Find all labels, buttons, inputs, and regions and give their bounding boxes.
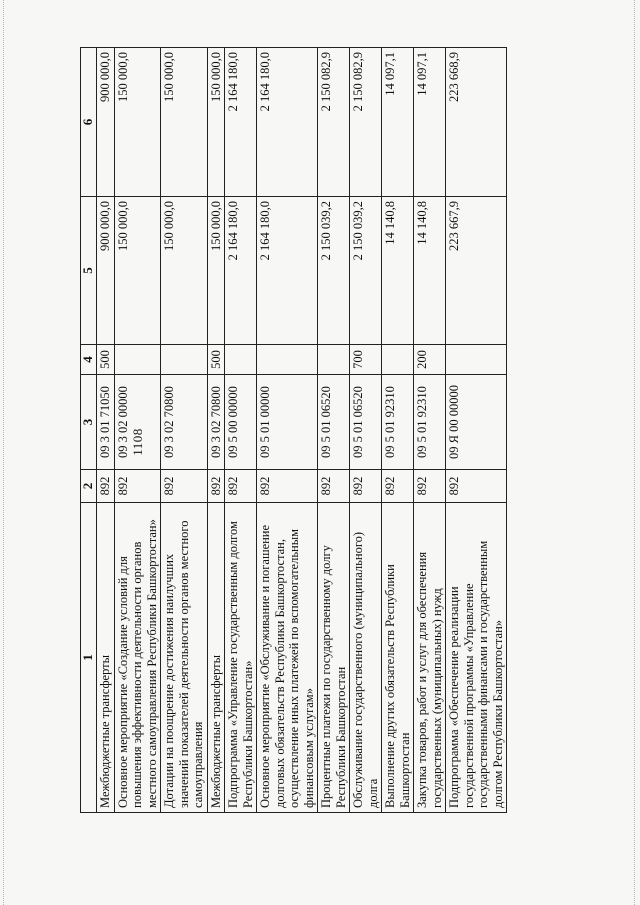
csr-cell: 09 5 01 92310 bbox=[414, 375, 446, 470]
table-row bbox=[382, 48, 414, 813]
table-row bbox=[97, 48, 115, 813]
csr-cell: 09 5 01 00000 bbox=[257, 375, 318, 470]
row-name-cell: Подпрограмма «Обеспечение реализации государственной программы «Управление государственными финансами и государственным долгом Республики Башкортостан» bbox=[446, 503, 507, 813]
column-header: 1 bbox=[81, 503, 97, 813]
ved-cell: 892 bbox=[318, 470, 350, 503]
rotated-page-content bbox=[80, 48, 535, 813]
column-header: 5 bbox=[81, 197, 97, 345]
vr-cell bbox=[318, 345, 350, 375]
vr-cell bbox=[225, 345, 257, 375]
ved-cell: 892 bbox=[257, 470, 318, 503]
sum-year1-cell: 2 150 039,2 bbox=[318, 197, 350, 345]
csr-cell: 09 3 02 00000 bbox=[114, 375, 161, 470]
row-name-cell: Основное мероприятие «Обслуживание и погашение долговых обязательств Республики Башкортостан, осуществление иных платежей по вспомогательным финансовым услугам» bbox=[257, 503, 318, 813]
ved-cell: 892 bbox=[114, 470, 161, 503]
column-header: 2 bbox=[81, 470, 97, 503]
csr-cell: 09 Я 00 00000 bbox=[446, 375, 507, 470]
sum-year1-cell: 150 000,0 bbox=[207, 197, 225, 345]
csr-cell: 09 5 01 06520 bbox=[318, 375, 350, 470]
sum-year1-cell: 2 164 180,0 bbox=[225, 197, 257, 345]
budget-table bbox=[80, 47, 507, 813]
page-number: 1108 bbox=[130, 428, 145, 456]
sum-year2-cell: 223 668,9 bbox=[446, 48, 507, 197]
ved-cell: 892 bbox=[446, 470, 507, 503]
row-name-cell: Дотации на поощрение достижения наилучших значений показателей деятельности органов местного самоуправления bbox=[161, 503, 208, 813]
ved-cell: 892 bbox=[350, 470, 382, 503]
ved-cell: 892 bbox=[382, 470, 414, 503]
table-row bbox=[207, 48, 225, 813]
ved-cell: 892 bbox=[414, 470, 446, 503]
sum-year2-cell: 2 150 082,9 bbox=[318, 48, 350, 197]
sum-year2-cell: 900 000,0 bbox=[97, 48, 115, 197]
table-row bbox=[257, 48, 318, 813]
sum-year2-cell: 2 164 180,0 bbox=[257, 48, 318, 197]
table-row bbox=[161, 48, 208, 813]
vr-cell: 500 bbox=[97, 345, 115, 375]
sum-year1-cell: 2 150 039,2 bbox=[350, 197, 382, 345]
vr-cell bbox=[382, 345, 414, 375]
sum-year2-cell: 150 000,0 bbox=[207, 48, 225, 197]
table-row bbox=[225, 48, 257, 813]
row-name-cell: Основное мероприятие «Создание условий для повышения эффективности деятельности органов местного самоуправления Республики Башкортостан» bbox=[114, 503, 161, 813]
vr-cell: 500 bbox=[207, 345, 225, 375]
row-name-cell: Подпрограмма «Управление государственным долгом Республики Башкортостан» bbox=[225, 503, 257, 813]
row-name-cell: Межбюджетные трансферты bbox=[97, 503, 115, 813]
ved-cell: 892 bbox=[207, 470, 225, 503]
row-name-cell: Выполнение других обязательств Республики Башкортостан bbox=[382, 503, 414, 813]
sum-year1-cell: 150 000,0 bbox=[161, 197, 208, 345]
sum-year1-cell: 150 000,0 bbox=[114, 197, 161, 345]
sum-year2-cell: 14 097,1 bbox=[414, 48, 446, 197]
vr-cell bbox=[257, 345, 318, 375]
vr-cell bbox=[446, 345, 507, 375]
sum-year2-cell: 14 097,1 bbox=[382, 48, 414, 197]
sum-year1-cell: 223 667,9 bbox=[446, 197, 507, 345]
row-name-cell: Межбюджетные трансферты bbox=[207, 503, 225, 813]
vr-cell: 200 bbox=[414, 345, 446, 375]
csr-cell: 09 5 01 06520 bbox=[350, 375, 382, 470]
table-row bbox=[114, 48, 161, 813]
row-name-cell: Процентные платежи по государственному долгу Республики Башкортостан bbox=[318, 503, 350, 813]
scan-left-edge bbox=[3, 0, 5, 905]
csr-cell: 09 3 02 70800 bbox=[207, 375, 225, 470]
table-row bbox=[446, 48, 507, 813]
column-header: 3 bbox=[81, 375, 97, 470]
vr-cell bbox=[114, 345, 161, 375]
ved-cell: 892 bbox=[161, 470, 208, 503]
column-header: 4 bbox=[81, 345, 97, 375]
sum-year2-cell: 150 000,0 bbox=[114, 48, 161, 197]
csr-cell: 09 3 02 70800 bbox=[161, 375, 208, 470]
sum-year2-cell: 150 000,0 bbox=[161, 48, 208, 197]
csr-cell: 09 5 01 92310 bbox=[382, 375, 414, 470]
row-name-cell: Закупка товаров, работ и услуг для обеспечения государственных (муниципальных) нужд bbox=[414, 503, 446, 813]
scan-right-edge bbox=[634, 0, 636, 905]
sum-year1-cell: 2 164 180,0 bbox=[257, 197, 318, 345]
table-row bbox=[414, 48, 446, 813]
ved-cell: 892 bbox=[97, 470, 115, 503]
vr-cell: 700 bbox=[350, 345, 382, 375]
column-header: 6 bbox=[81, 48, 97, 197]
sum-year1-cell: 14 140,8 bbox=[382, 197, 414, 345]
sum-year2-cell: 2 164 180,0 bbox=[225, 48, 257, 197]
table-header-row bbox=[81, 48, 97, 813]
sum-year2-cell: 2 150 082,9 bbox=[350, 48, 382, 197]
csr-cell: 09 3 01 71050 bbox=[97, 375, 115, 470]
ved-cell: 892 bbox=[225, 470, 257, 503]
sum-year1-cell: 900 000,0 bbox=[97, 197, 115, 345]
table-row bbox=[350, 48, 382, 813]
csr-cell: 09 5 00 00000 bbox=[225, 375, 257, 470]
table-row bbox=[318, 48, 350, 813]
row-name-cell: Обслуживание государственного (муниципального) долга bbox=[350, 503, 382, 813]
vr-cell bbox=[161, 345, 208, 375]
sum-year1-cell: 14 140,8 bbox=[414, 197, 446, 345]
